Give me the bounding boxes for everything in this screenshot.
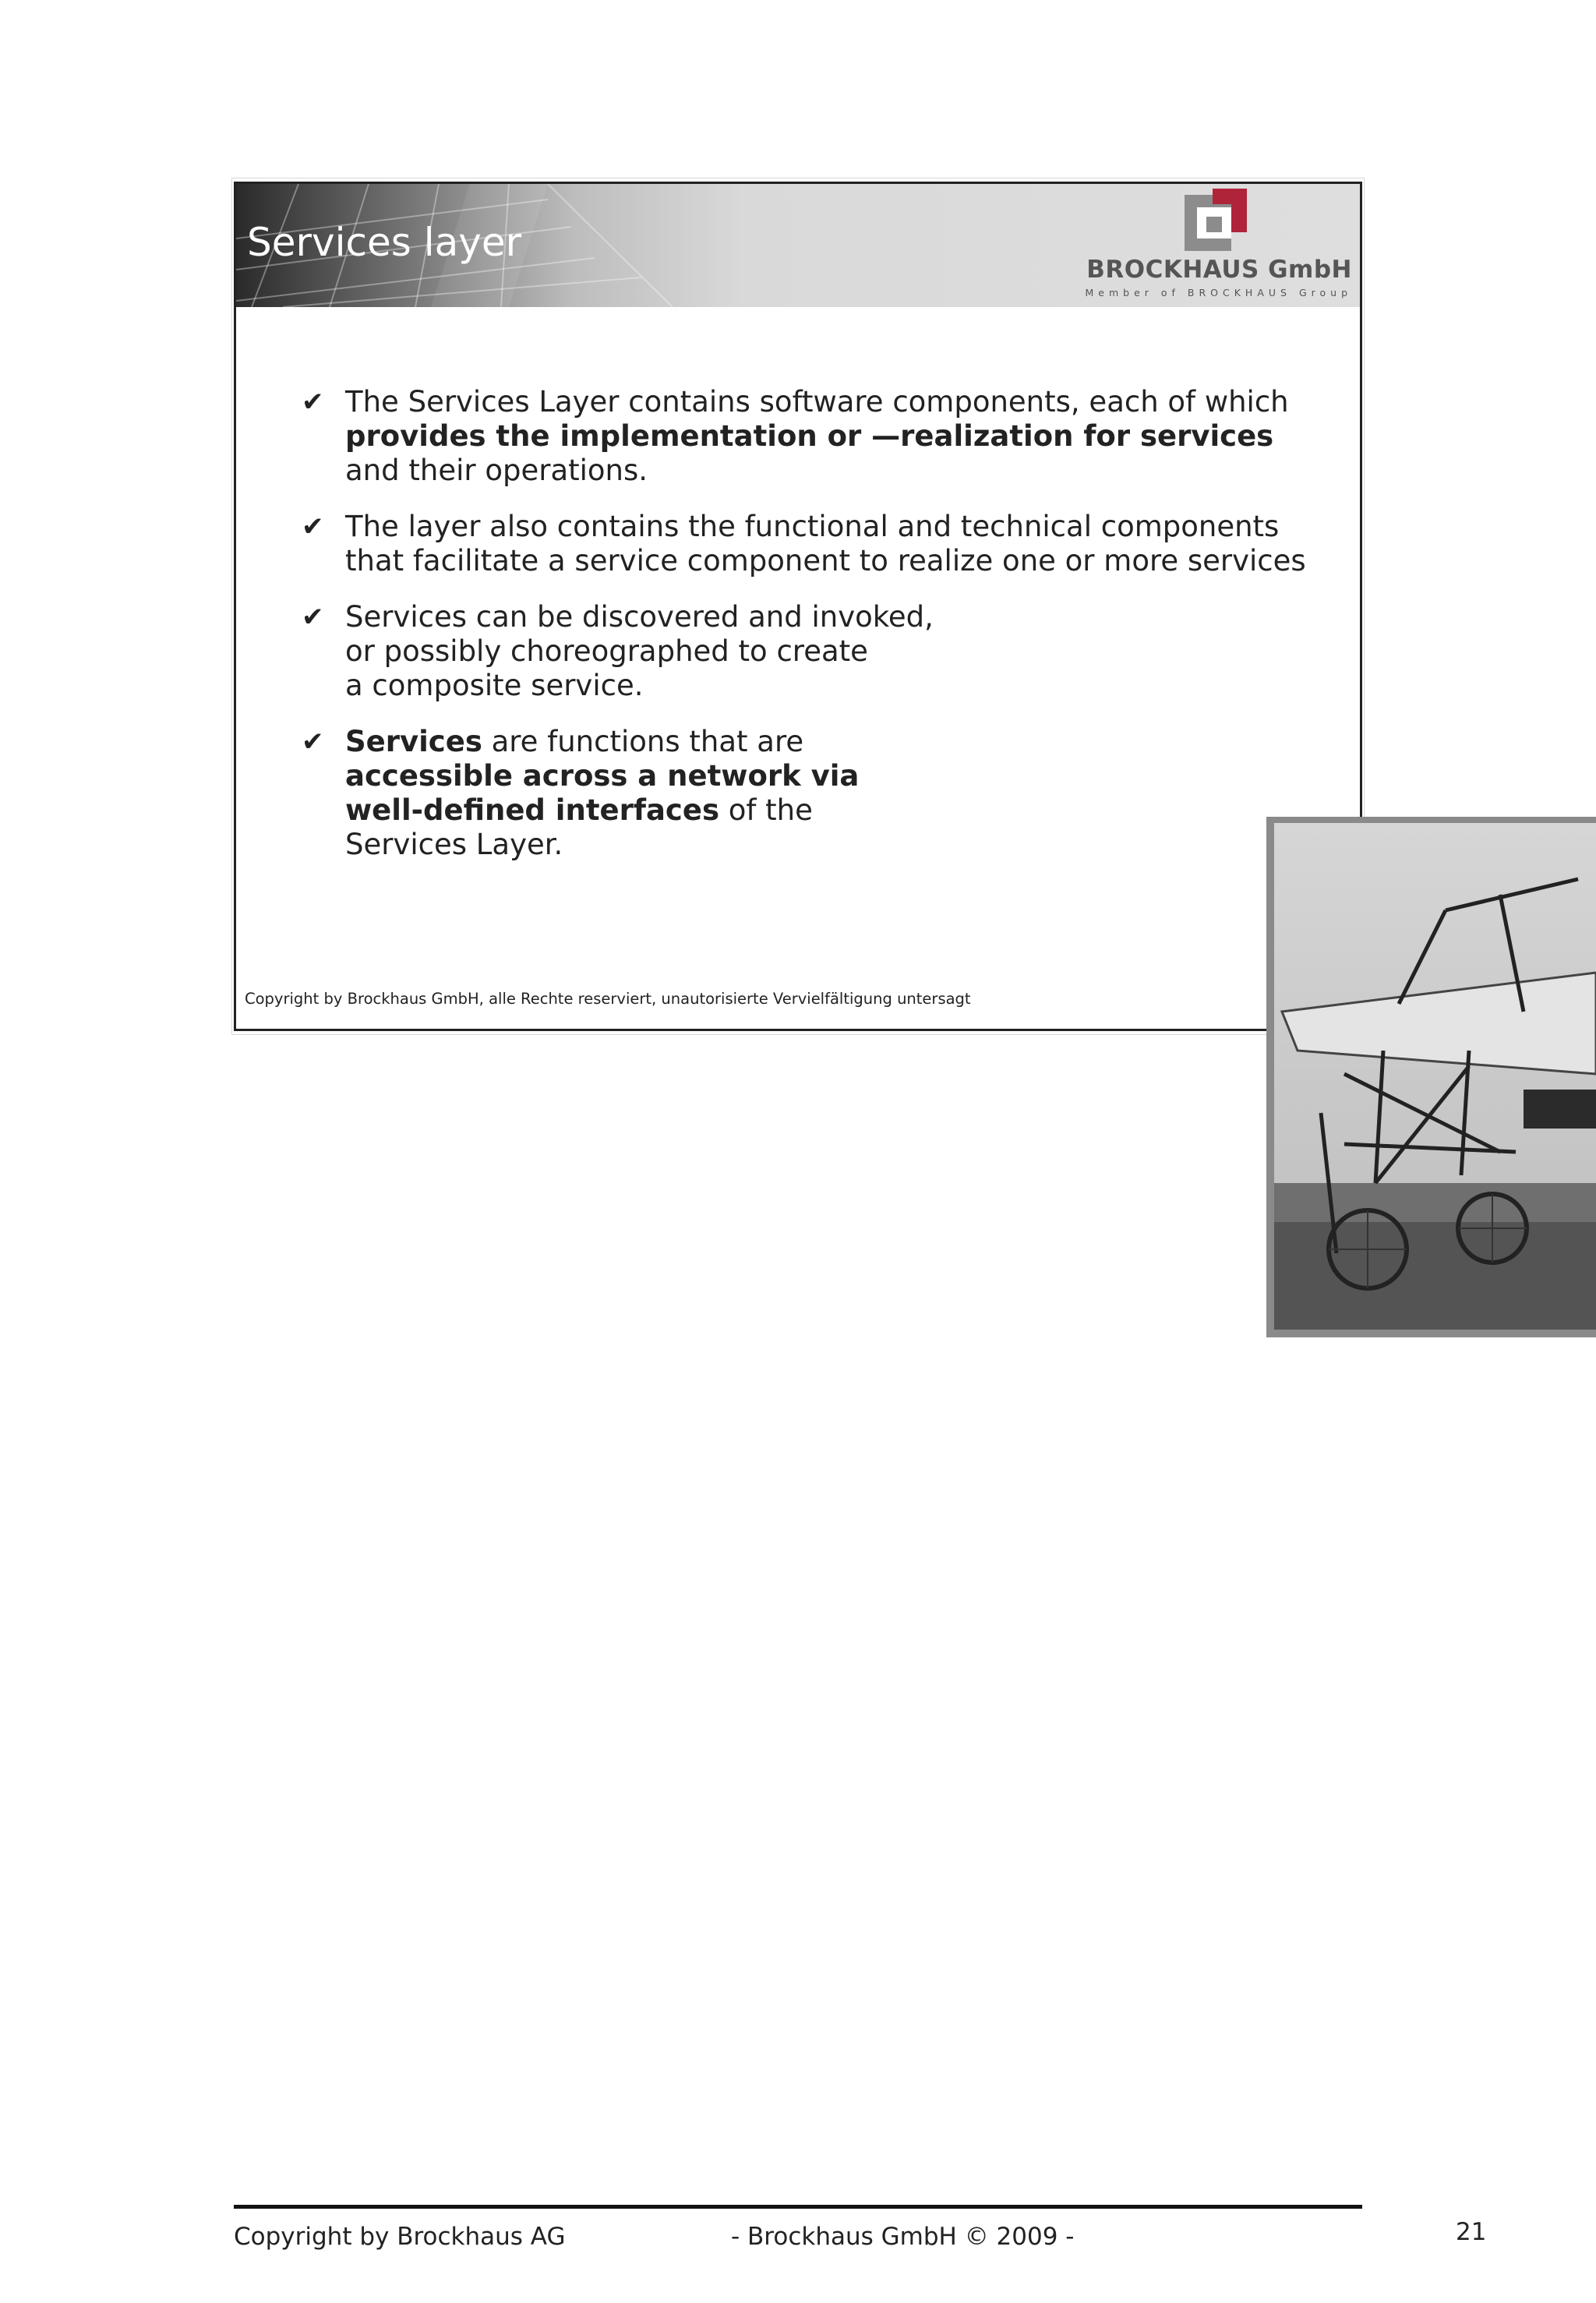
bold-text: provides the implementation or —realization for services (345, 419, 1274, 453)
bold-text: well-defined interfaces (345, 793, 719, 827)
bullet-list (302, 385, 1344, 884)
bullet-line (345, 725, 1344, 759)
logo-subtitle: Member of BROCKHAUS Group (1085, 287, 1352, 298)
airplane-photo (1266, 817, 1596, 1337)
bullet-line (345, 385, 1344, 419)
slide-copyright: Copyright by Brockhaus GmbH, alle Rechte reserviert, unautorisierte Vervielfältigung untersagt (245, 990, 971, 1008)
page-number: 21 (1456, 2218, 1487, 2246)
slide-title: Services layer (247, 220, 522, 265)
text: a composite service. (345, 669, 644, 702)
footer-copyright: Copyright by Brockhaus AG (234, 2223, 566, 2251)
text: and their operations. (345, 454, 648, 487)
bullet-item (302, 600, 1344, 703)
text: that facilitate a service component to realize one or more services (345, 544, 1306, 578)
text: Services can be discovered and invoked, (345, 600, 934, 634)
footer-center-text: - Brockhaus GmbH © 2009 - (731, 2223, 1075, 2251)
bold-text: accessible across a network via (345, 759, 860, 793)
logo-name: BROCKHAUS GmbH (1086, 256, 1352, 284)
bullet-line (345, 793, 1344, 828)
bullet-line (345, 759, 1344, 793)
slide (234, 182, 1362, 1031)
footer-rule (234, 2205, 1362, 2209)
bold-text: Services (345, 725, 482, 758)
bullet-item (302, 510, 1344, 578)
bullet-line (345, 828, 1344, 862)
text: of the (719, 793, 813, 827)
text: are functions that are (482, 725, 804, 758)
bullet-line (345, 419, 1344, 454)
bullet-line (345, 600, 1344, 634)
bullet-item (302, 385, 1344, 488)
bullet-item (302, 725, 1344, 862)
text: or possibly choreographed to create (345, 634, 868, 668)
text: The layer also contains the functional and technical components (345, 510, 1280, 543)
checkmark-icon: ✔ (302, 387, 324, 418)
checkmark-icon: ✔ (302, 726, 324, 758)
brockhaus-logo-icon (1185, 189, 1247, 251)
bullet-line (345, 669, 1344, 703)
bullet-line (345, 510, 1344, 544)
text: Services Layer. (345, 828, 563, 861)
bullet-line (345, 544, 1344, 578)
bullet-line (345, 634, 1344, 669)
text: The Services Layer contains software components, each of which (345, 385, 1289, 419)
bullet-line (345, 454, 1344, 488)
checkmark-icon: ✔ (302, 602, 324, 633)
checkmark-icon: ✔ (302, 511, 324, 542)
slide-banner (236, 184, 1360, 307)
brockhaus-logo (1087, 189, 1352, 302)
